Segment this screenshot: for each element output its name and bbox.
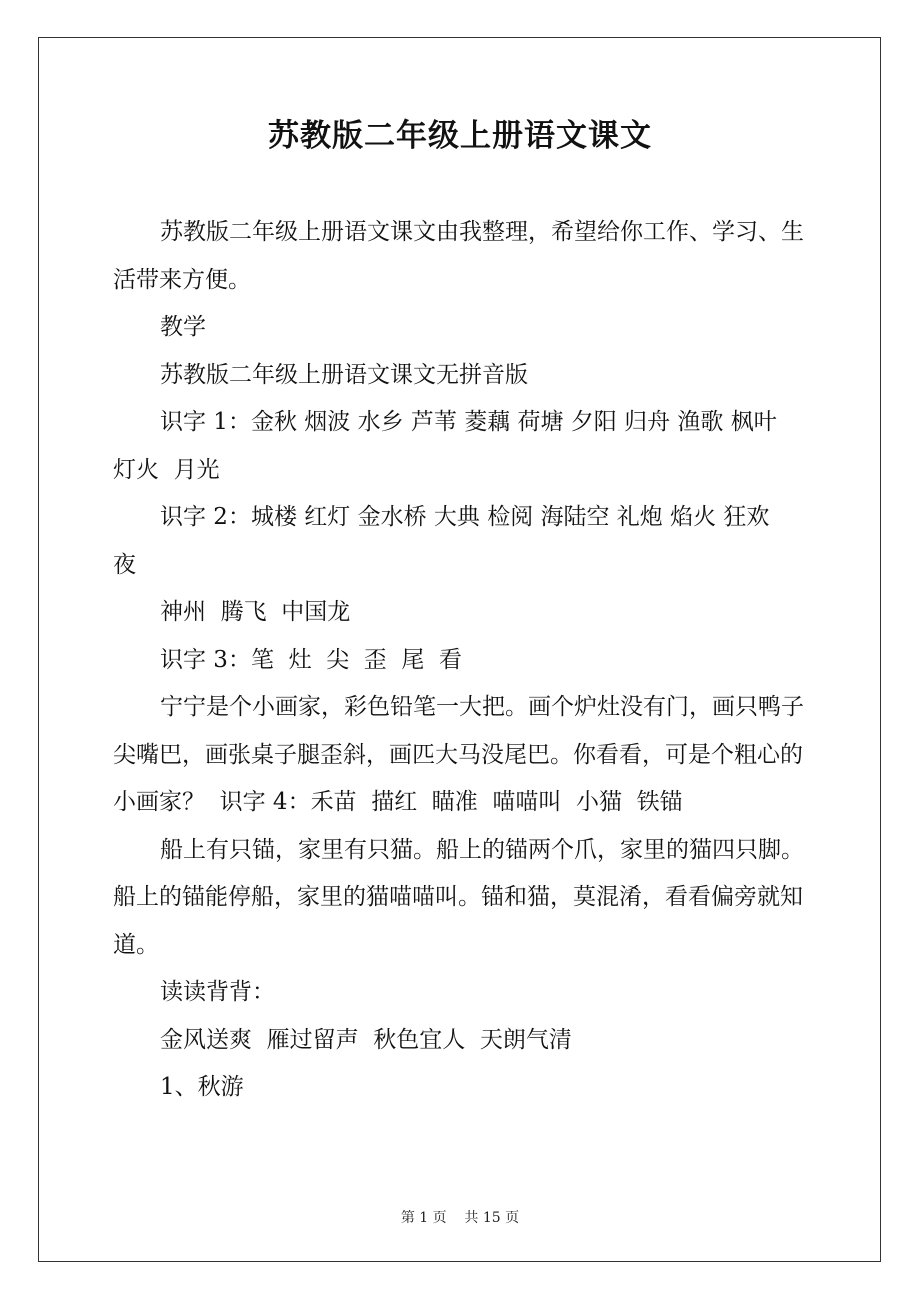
document-body <box>113 209 813 1112</box>
page-footer: 第 1 页 共 15 页 <box>400 1210 520 1226</box>
paragraph: 宁宁是个小画家，彩色铅笔一大把。画个炉灶没有门，画只鸭子尖嘴巴，画张桌子腿歪斜，画匹大马没尾巴。你看看，可是个粗心的小画家？ 识字 4：禾苗 描红 瞄准 喵喵叫 小猫 铁锚 <box>113 694 804 815</box>
paragraph: 1、秋游 <box>160 1074 244 1100</box>
paragraph: 教学 <box>160 314 206 340</box>
paragraph: 苏教版二年级上册语文课文由我整理，希望给你工作、学习、生活带来方便。 <box>113 219 804 293</box>
paragraph: 神州 腾飞 中国龙 <box>160 599 351 625</box>
paragraph: 船上有只锚，家里有只猫。船上的锚两个爪，家里的猫四只脚。船上的锚能停船，家里的猫喵喵叫。锚和猫，莫混淆，看看偏旁就知道。 <box>113 836 804 958</box>
paragraph: 金风送爽 雁过留声 秋色宜人 天朗气清 <box>160 1026 572 1053</box>
paragraph: 识字 1：金秋 烟波 水乡 芦苇 菱藕 荷塘 夕阳 归舟 渔歌 枫叶 <box>160 409 777 435</box>
paragraph: 识字 3：笔 灶 尖 歪 尾 看 <box>160 646 463 673</box>
paragraph: 苏教版二年级上册语文课文无拼音版 <box>160 361 528 388</box>
document-title: 苏教版二年级上册语文课文 <box>268 118 652 154</box>
paragraph: 识字 2：城楼 红灯 金水桥 大典 检阅 海陆空 礼炮 焰火 狂欢 <box>160 504 770 530</box>
paragraph: 灯火 月光 <box>113 456 220 483</box>
paragraph: 夜 <box>113 551 136 578</box>
paragraph: 读读背背： <box>160 979 275 1005</box>
